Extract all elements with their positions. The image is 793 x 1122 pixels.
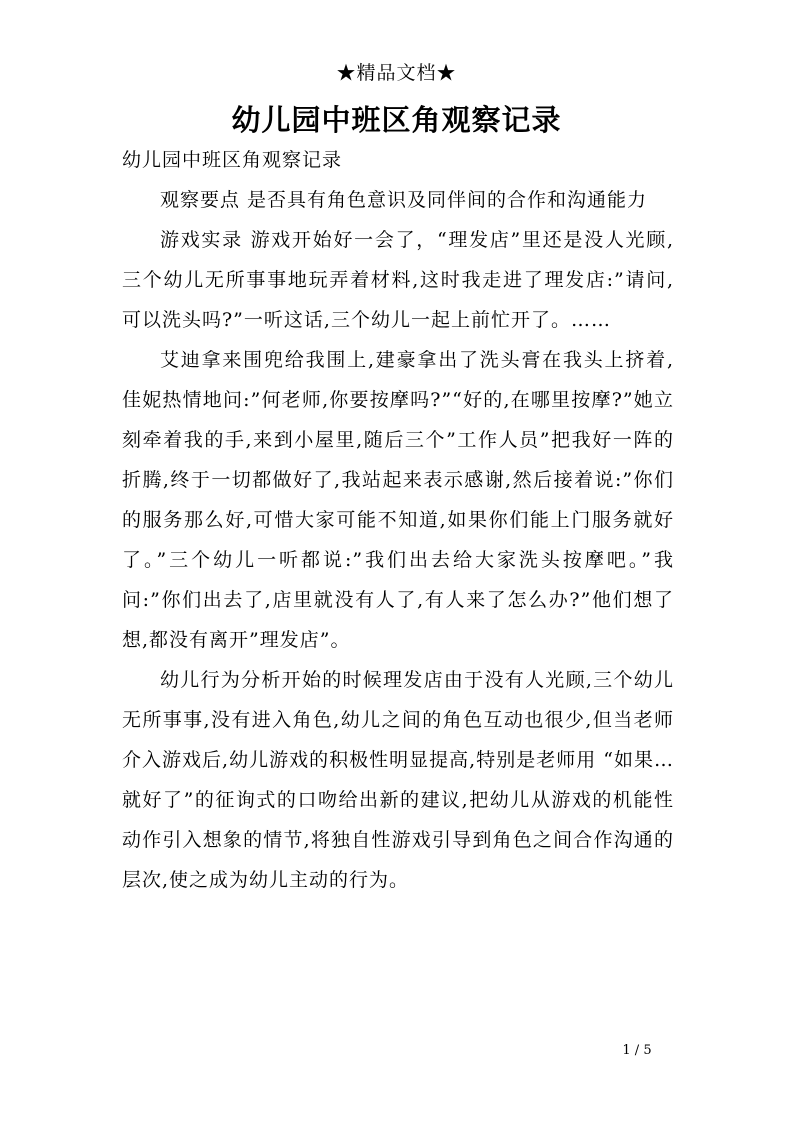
- document-subtitle: 幼儿园中班区角观察记录: [122, 149, 343, 171]
- paragraph-game-record: 游戏实录 游戏开始好一会了，“理发店”里还是没人光顾,三个幼儿无所事事地玩弄着材料,这时我走进了理发店:”请问,可以洗头吗?”一听这话,三个幼儿一起上前忙开了。……: [122, 229, 674, 331]
- document-header: ★精品文档★: [336, 62, 457, 84]
- paragraph-observation-points: 观察要点 是否具有角色意识及同伴间的合作和沟通能力: [160, 189, 648, 211]
- paragraph-behavior-analysis: 幼儿行为分析开始的时候理发店由于没有人光顾,三个幼儿无所事事,没有进入角色,幼儿之间的角色互动也很少,但当老师介入游戏后,幼儿游戏的积极性明显提高,特别是老师用 “如果…就好了”的征询式的口吻给出新的建议,把幼儿从游戏的机能性动作引入想象的情节,将独自性游戏引导到角色之间合作沟通的层次,使之成为幼儿主动的行为。: [122, 669, 674, 891]
- paragraph-game-details: 艾迪拿来围兜给我围上,建豪拿出了洗头膏在我头上挤着,佳妮热情地问:”何老师,你要按摩吗?”“好的,在哪里按摩?”她立刻牵着我的手,来到小屋里,随后三个”工作人员”把我好一阵的折腾,终于一切都做好了,我站起来表示感谢,然后接着说:”你们的服务那么好,可惜大家可能不知道,如果你们能上门服务就好了。”三个幼儿一听都说:”我们出去给大家洗头按摩吧。”我问:”你们出去了,店里就没有人了,有人来了怎么办?”他们想了想,都没有离开”理发店”。: [122, 349, 674, 651]
- document-body: [122, 142, 674, 900]
- document-title: 幼儿园中班区角观察记录: [231, 103, 562, 137]
- page-number: 1 / 5: [622, 1043, 652, 1058]
